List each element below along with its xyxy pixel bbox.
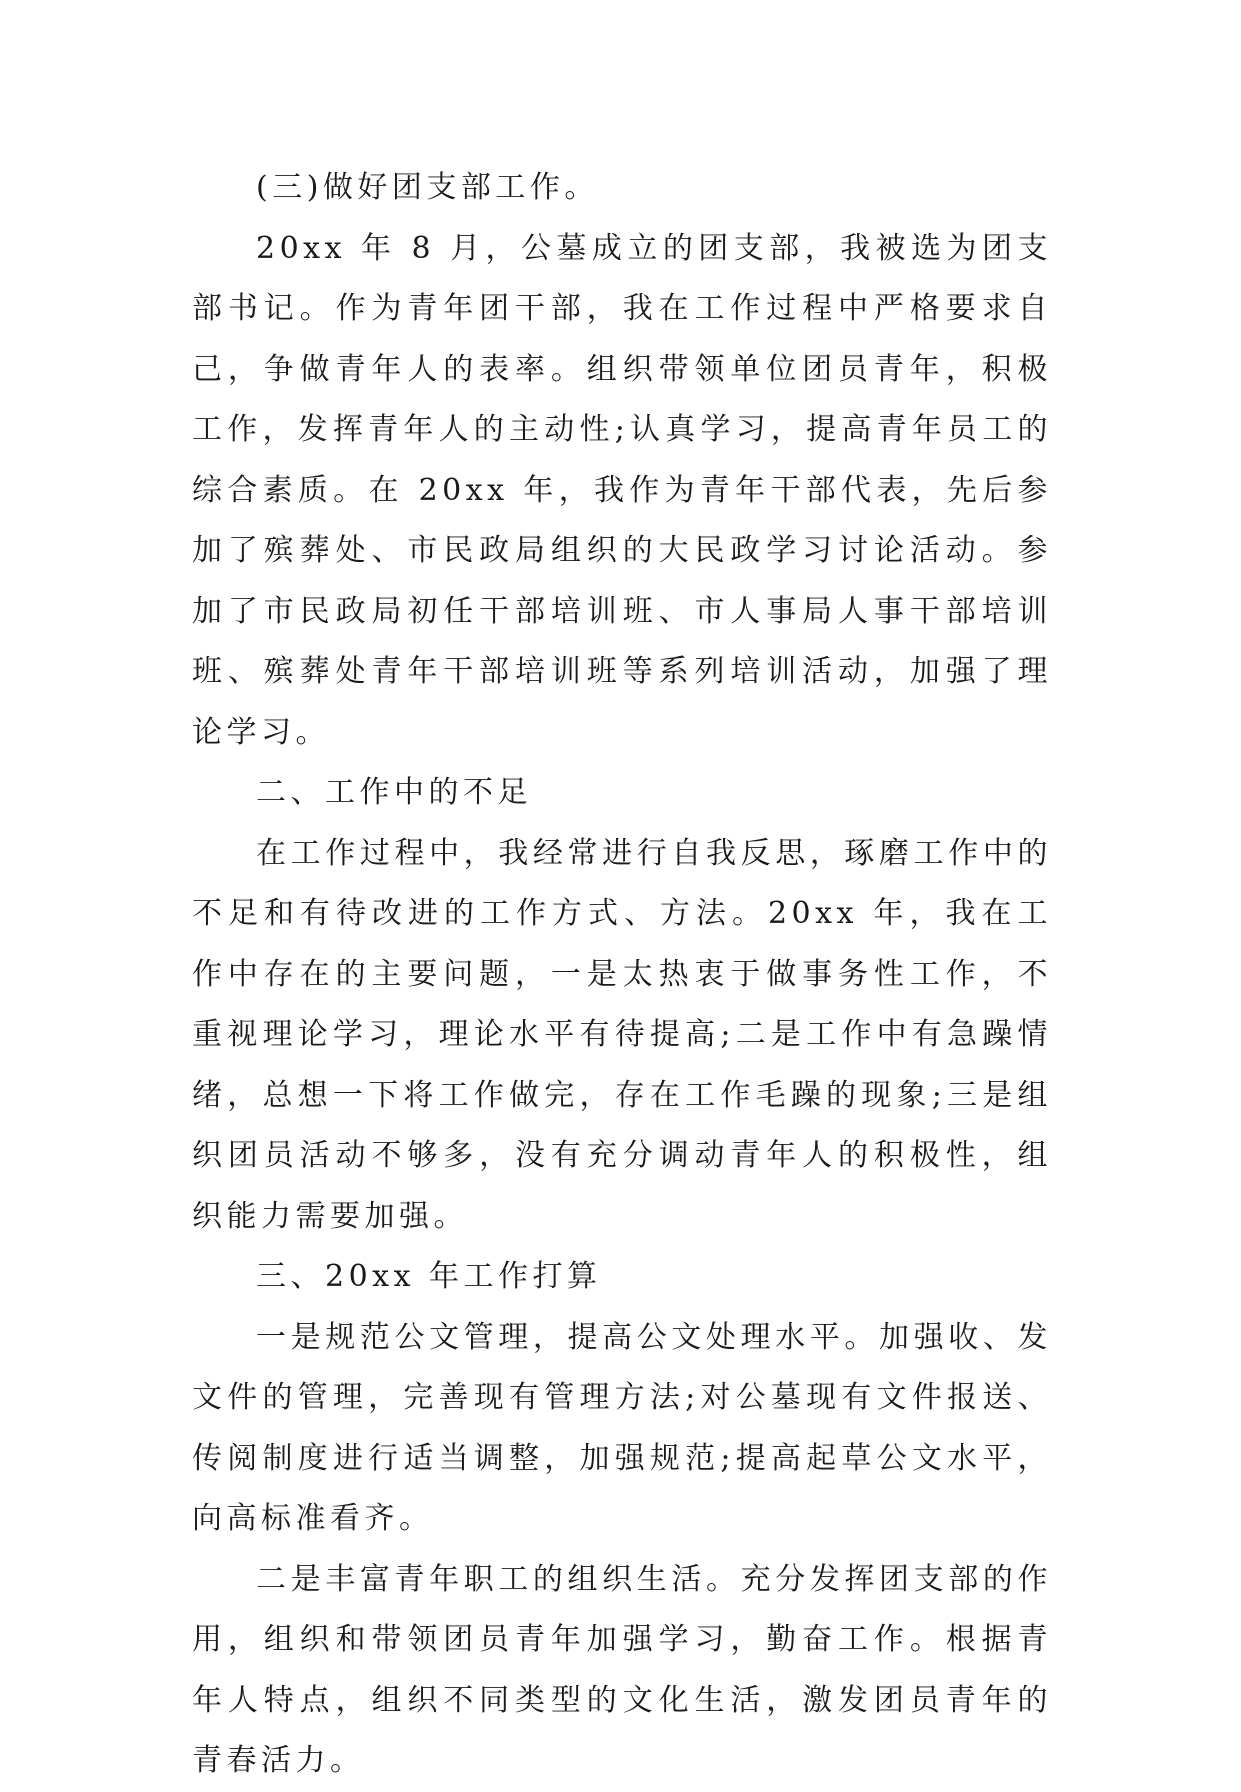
section-heading-shortcomings: 二、工作中的不足 [256,775,532,810]
paragraph-branch-secretary: 20xx 年 8 月，公墓成立的团支部，我被选为团支部书记。作为青年团干部，我在工作过程中严格要求自己，争做青年人的表率。组织带领单位团员青年，积极工作，发挥青年人的主动性;认真学习，提高青年员工的综合素质。在 20xx 年，我作为青年干部代表，先后参加了殡葬处、市民政局组织的大民政学习讨论活动。参加了市民政局初任干部培训班、市人事局人事干部培训班、殡葬处青年干部培训班等系列培训活动，加强了理论学习。 [192,230,1052,750]
section-heading-work-plan: 三、20xx 年工作打算 [256,1259,602,1294]
document-body [192,158,1052,1792]
paragraph-shortcomings: 在工作过程中，我经常进行自我反思，琢磨工作中的不足和有待改进的工作方式、方法。20xx 年，我在工作中存在的主要问题，一是太热衷于做事务性工作，不重视理论学习，理论水平有待提高;二是工作中有急躁情绪，总想一下将工作做完，存在工作毛躁的现象;三是组织团员活动不够多，没有充分调动青年人的积极性，组织能力需要加强。 [192,835,1052,1234]
section-heading-branch-work: (三)做好团支部工作。 [256,170,599,205]
paragraph-document-management: 一是规范公文管理，提高公文处理水平。加强收、发文件的管理，完善现有管理方法;对公墓现有文件报送、传阅制度进行适当调整，加强规范;提高起草公文水平，向高标准看齐。 [192,1319,1052,1536]
paragraph-youth-activities: 二是丰富青年职工的组织生活。充分发挥团支部的作用，组织和带领团员青年加强学习，勤奋工作。根据青年人特点，组织不同类型的文化生活，激发团员青年的青春活力。 [192,1561,1052,1778]
